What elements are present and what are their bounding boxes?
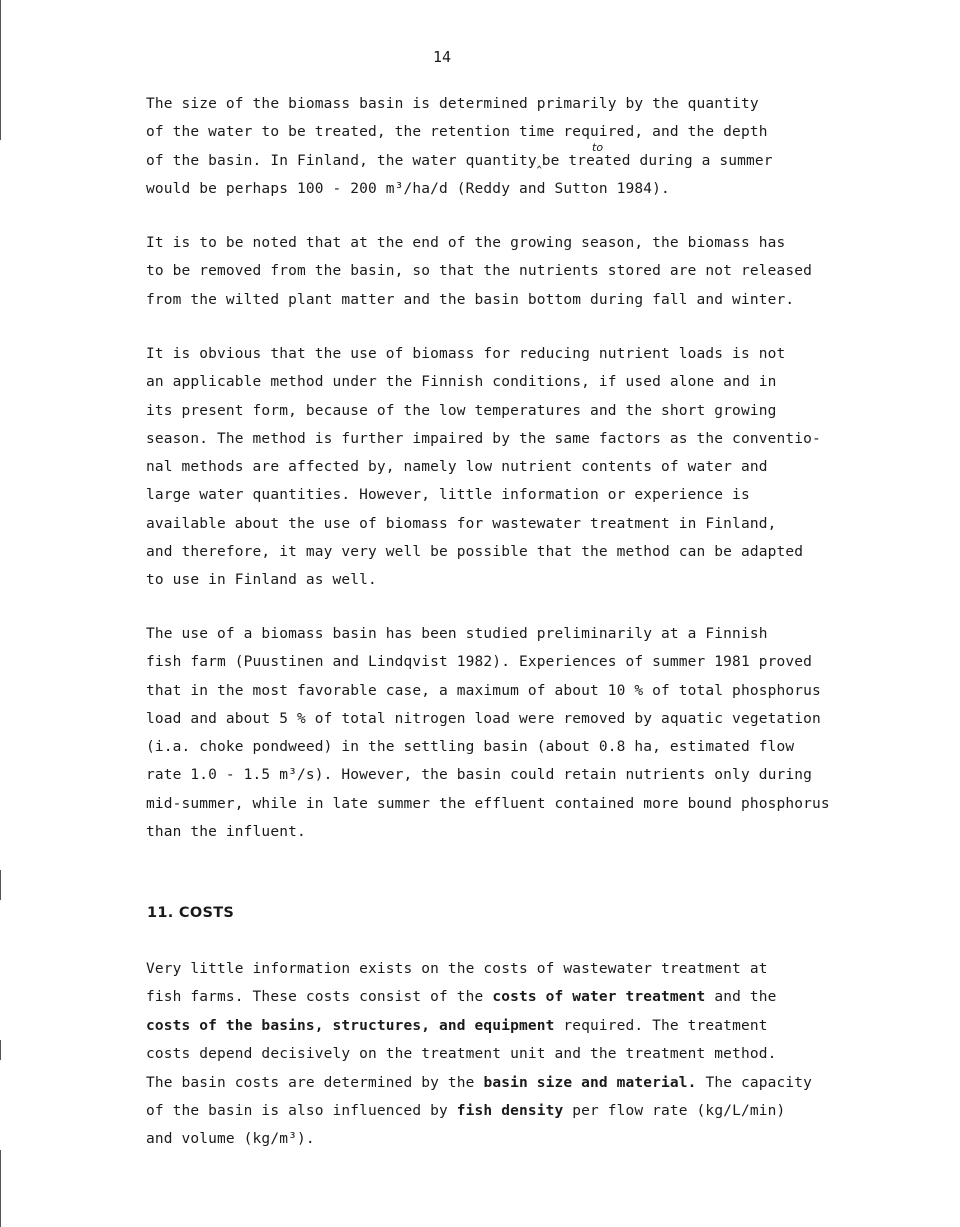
text-line: that in the most favorable case, a maximum of about 10 % of total phosphorus (146, 682, 821, 699)
text-line: costs depend decisively on the treatment unit and the treatment method. (146, 1046, 777, 1063)
text-line: season. The method is further impaired by the same factors as the conventio- (146, 430, 821, 447)
text-line: and therefore, it may very well be possible that the method can be adapted (146, 544, 804, 561)
text-line: its present form, because of the low temperatures and the short growing (146, 402, 777, 419)
paragraph-costs (146, 955, 886, 1154)
text-line: of the water to be treated, the retention time required, and the depth (146, 124, 768, 141)
paragraph-finnish-conditions (146, 340, 886, 595)
text-line: (i.a. choke pondweed) in the settling basin (about 0.8 ha, estimated flow (146, 739, 795, 756)
text-line: The basin costs are determined by the basin size and material. The capacity (146, 1074, 812, 1091)
emphasis-text: costs of the basins, structures, and equipment (146, 1017, 555, 1034)
text-line: from the wilted plant matter and the basin bottom during fall and winter. (146, 291, 795, 308)
text-line: an applicable method under the Finnish conditions, if used alone and in (146, 374, 777, 391)
text-line: costs of the basins, structures, and equipment required. The treatment (146, 1017, 768, 1034)
text-line: The use of a biomass basin has been studied preliminarily at a Finnish (146, 626, 768, 642)
text-line: to use in Finland as well. (146, 572, 377, 589)
emphasis-text: fish density (456, 1102, 564, 1119)
text-line: mid-summer, while in late summer the effluent contained more bound phosphorus (146, 795, 830, 812)
text-line: than the influent. (146, 824, 306, 841)
text-line: large water quantities. However, little information or experience is (146, 487, 750, 504)
emphasis-text: basin size and material. (483, 1074, 697, 1091)
paragraph-fish-farm-study (146, 620, 886, 846)
text-line: The size of the biomass basin is determined primarily by the quantity (146, 96, 759, 112)
scan-edge-mark (0, 870, 1, 900)
page-number: 14 (433, 48, 452, 66)
text-line: It is obvious that the use of biomass for reducing nutrient loads is not (146, 346, 786, 362)
text-line: and volume (kg/m³). (146, 1131, 315, 1148)
scan-edge-line (0, 1150, 1, 1227)
emphasis-text: costs of water treatment (492, 989, 706, 1006)
text-line: Very little information exists on the costs of wastewater treatment at (146, 961, 768, 977)
paragraph-biomass-removal (146, 229, 886, 314)
handwritten-insert: to (592, 141, 604, 154)
text-line: of the basin is also influenced by fish density per flow rate (kg/L/min) (146, 1102, 786, 1119)
section-heading: 11. COSTS (147, 905, 235, 921)
text-line: available about the use of biomass for wastewater treatment in Finland, (146, 515, 777, 532)
text-line: fish farms. These costs consist of the costs of water treatment and the (146, 989, 777, 1006)
text-line: It is to be noted that at the end of the growing season, the biomass has (146, 235, 786, 251)
text-line: fish farm (Puustinen and Lindqvist 1982). Experiences of summer 1981 proved (146, 654, 812, 671)
text-line: would be perhaps 100 - 200 m³/ha/d (Reddy and Sutton 1984). (146, 180, 670, 197)
text-line: to be removed from the basin, so that the nutrients stored are not released (146, 263, 812, 280)
text-line: nal methods are affected by, namely low nutrient contents of water and (146, 459, 768, 476)
text-line: of the basin. In Finland, the water quantity‸be treated during a summer (146, 152, 773, 169)
scan-edge-mark (0, 1040, 1, 1060)
scan-edge-line (0, 0, 1, 140)
paragraph-biomass-size (146, 90, 886, 203)
text-line: load and about 5 % of total nitrogen load were removed by aquatic vegetation (146, 710, 821, 727)
text-line: rate 1.0 - 1.5 m³/s). However, the basin could retain nutrients only during (146, 767, 812, 784)
